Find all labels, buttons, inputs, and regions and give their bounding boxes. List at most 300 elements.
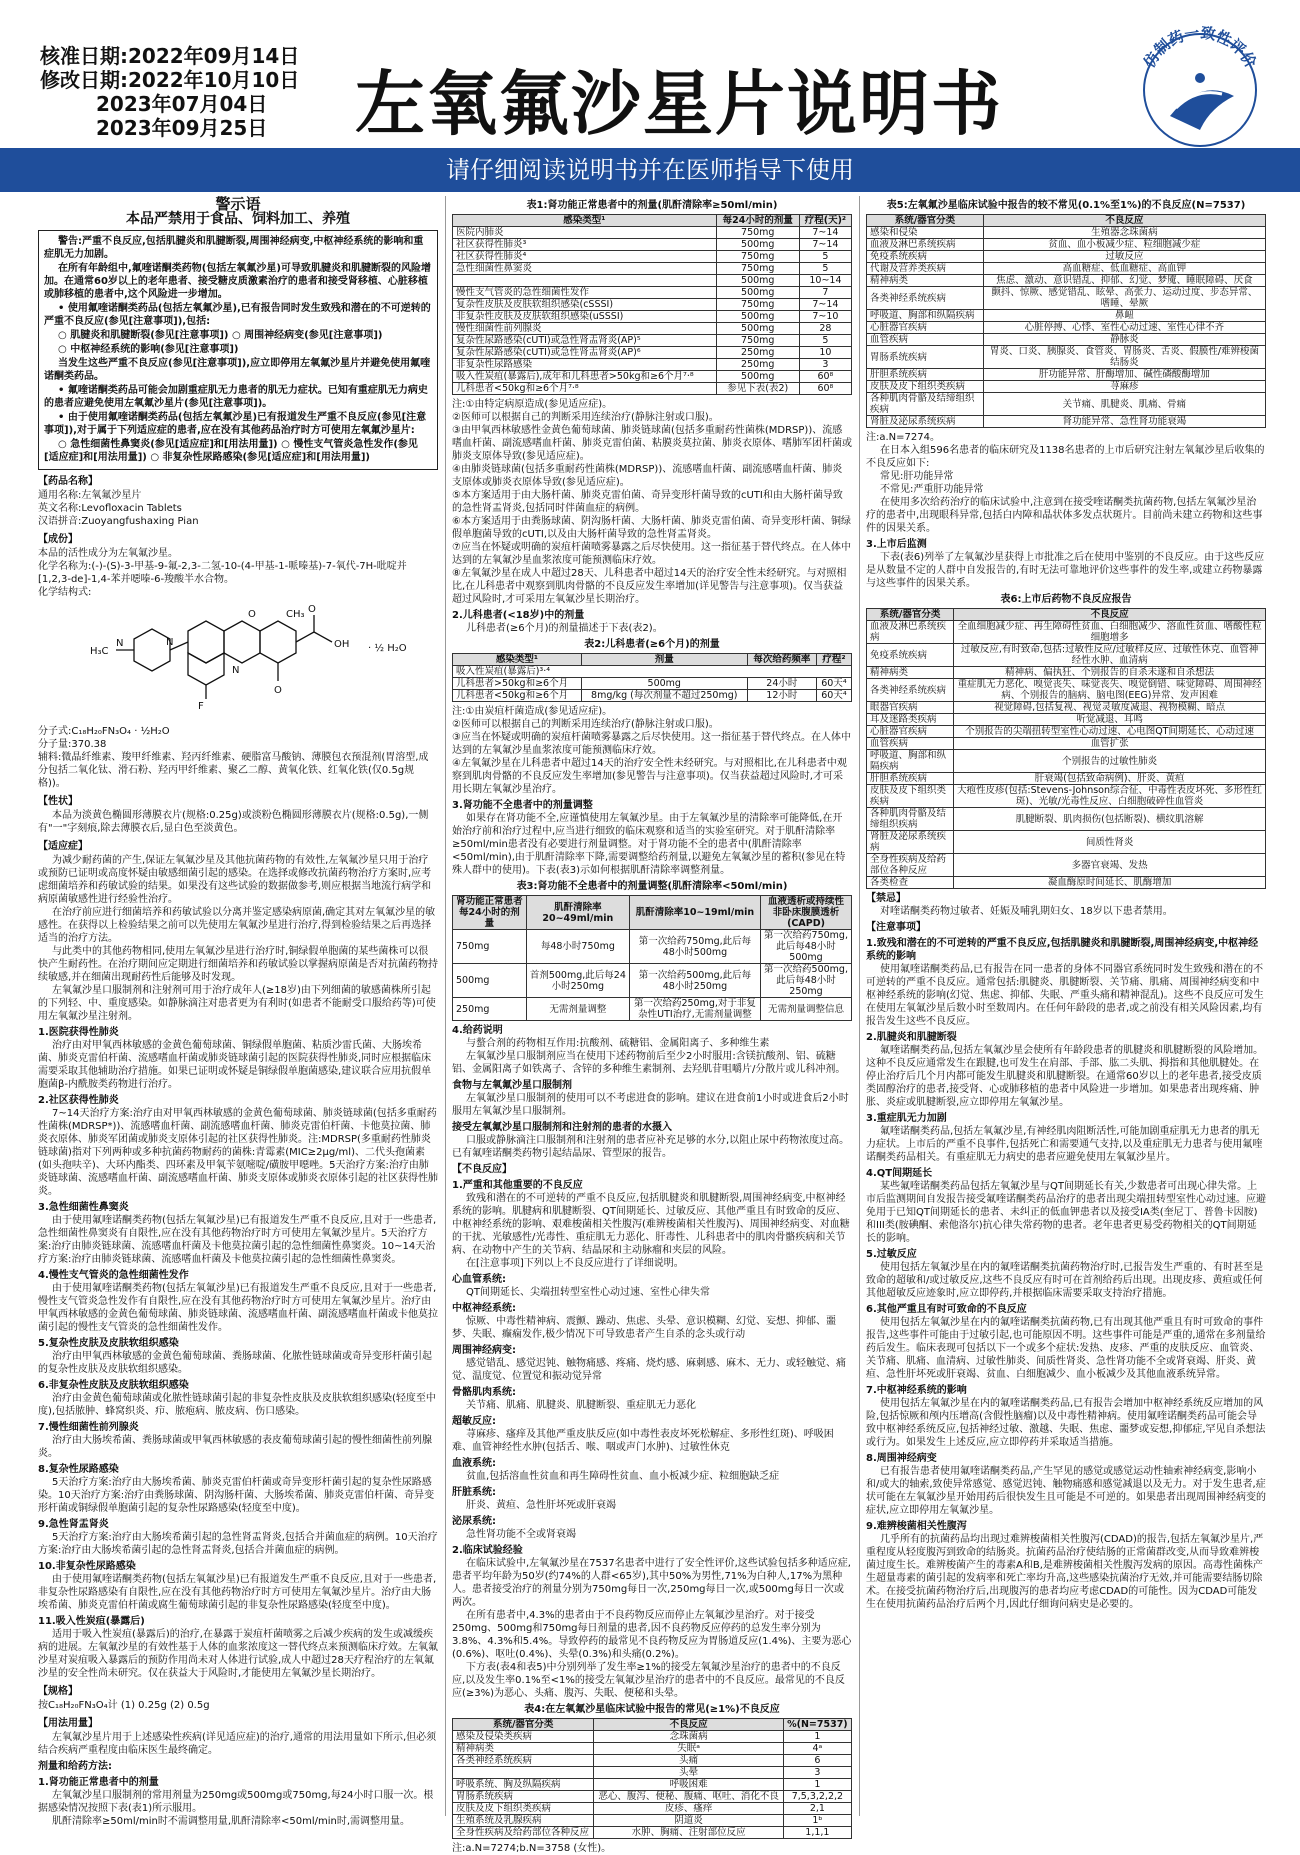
composition-block [38,547,438,599]
table-row [453,964,852,998]
table-notes [452,705,852,796]
paragraph: 使用包括左氧氟沙星在内的氟喹诺酮类抗菌药物,已有出现其他严重且有时可致命的事件报告,这些事件可能由于过敏引起,也可能原因不明。这些事件可能是严重的,通常在多剂量给药后发生。临床表现可包括以下一个或多个症状:发热、皮疹、严重的皮肤反应、血管炎、关节痛、肌痛、血清病、过敏性肺炎、间质性肾炎、急性肾功能不全或肾衰竭、肝炎、黄疸、急性肝坏死或肝衰竭、贫血、白细胞减少、血小板减少及其他血液系统异常。 [866,1317,1266,1380]
table-cell: 全身性疾病及给药部位各种反应 [867,854,954,877]
table-row [867,726,1266,738]
table-row [453,998,852,1021]
table-cell: 1ᵇ [783,1815,851,1827]
paragraph: 在临床试验中,左氧氟沙星在7537名患者中进行了安全性评价,这些试验包括多种适应症,患者平均年龄为50岁(约74%的人群<65岁),其中50%为男性,71%为白种人,17%为黑种人。患者接受治疗的剂量分别为750mg每日一次,250mg每日一次,或500mg每日一次或两次。 [452,1558,851,1608]
table-cell: 1 [783,1731,851,1743]
table-cell: 恶心、腹泻、便秘、腹痛、呕吐、消化不良 [594,1791,783,1803]
table-cell [453,1767,594,1779]
table-cell: 10~14 [799,275,851,287]
table-cell: 750mg [716,251,799,263]
table-row [867,275,1266,287]
table-cell: 3 [783,1767,851,1779]
svg-text:N: N [166,637,174,648]
table-note-line: ⑦应当在怀疑或明确的炭疽杆菌喷雾暴露之后尽快使用。这一指征基于替代终点。在人体中达到的左氧氟沙星血浆浓度可能预测临床疗效。 [452,542,851,566]
indication-text: 适用于吸入性炭疽(暴露后)的治疗,在暴露于炭疽杆菌喷雾之后减少疾病的发生或减缓疾病的进展。左氧氟沙星的有效性基于人体的血浆浓度这一替代终点来预测临床疗效。左氧氟沙星对炭疽吸入暴露后的预防作用尚未对人体进行试验,成人中超过28天疗程治疗的左氧氟沙星的安全性尚未研究。仅在获益大于风险时,才能使用左氧氟沙星长期治疗。 [38,1629,438,1679]
svg-text:OH: OH [334,639,350,650]
table-cell: 间质性肾炎 [954,831,1266,854]
table-note-line: 注:①由炭疽杆菌造成(参见适应症)。 [452,706,613,717]
table-row [453,1827,852,1839]
table-cell: 500mg [716,371,799,383]
table-cell: 肾功能异常、急性肾功能衰竭 [983,416,1265,428]
subsection-heading: 食物与左氧氟沙星口服制剂 [452,1080,572,1091]
table-cell: 全血细胞减少症、再生障碍性贫血、白细胞减少、溶血性贫血、嗜酸性粒细胞增多 [954,621,1266,644]
table-cell: 各类神经系统疾病 [867,287,984,310]
table-cell: 儿科患者<50kg和≥6个月⁷·⁸ [453,383,717,395]
table-cell: 吸入性炭疽(暴露后)³·⁴ [453,666,852,678]
subsection-heading: 超敏反应: [452,1416,496,1427]
warning-line: • 氟喹诺酮类药品可能会加剧重症肌无力患者的肌无力症状。已知有重症肌无力病史的患者应避免使用左氧氟沙星片(参见[注意事项])。 [44,385,428,409]
table-cell: 250mg [716,359,799,371]
table-cell: 慢性细菌性前列腺炎 [453,323,717,335]
paragraph: 关节痛、肌痛、肌腱炎、肌腱断裂、重症肌无力恶化 [466,1400,696,1411]
table-row [867,263,1266,275]
table-row [453,383,852,395]
table-cell: 7 [799,287,851,299]
table-row [867,251,1266,263]
table-header-cell: 肾功能正常患者每24小时的剂量 [453,896,527,930]
table-header-cell: 肌酐清除率10~19ml/min [629,896,760,930]
table-row [867,714,1266,726]
table-cell: 复杂性皮肤及皮肤软组织感染(cSSSI) [453,299,717,311]
table-note-line: ③由甲氧西林敏感性金黄色葡萄球菌、肺炎链球菌(包括多重耐药性菌株(MDRSP))、流感嗜血杆菌、副流感嗜血杆菌、肺炎克雷伯菌、粘膜炎莫拉菌、肺炎衣原体、嗜肺军团杆菌或肺炎支原体导致(参见适应症)。 [452,425,852,462]
subsection-heading: 2.儿科患者(<18岁)中的剂量 [452,610,585,621]
table-header-cell: 系统/器官分类 [867,215,984,227]
table-cell: 肝功能异常、肝酶增加、碱性磷酸酶增加 [983,369,1265,381]
table-cell: 各类神经系统疾病 [453,1755,594,1767]
indications-paragraph: 为减少耐药菌的产生,保证左氧氟沙星及其他抗菌药物的有效性,左氧氟沙星只用于治疗或预防已证明或高度怀疑由敏感细菌引起的感染。在选择或修改抗菌药物治疗方案时,应考虑细菌培养和药敏试验的结果。如果没有这些试验的数据做参考,则应根据当地流行病学和病原菌敏感性进行经验性治疗。 [38,855,432,905]
table-note-line: 注:①由特定病原造成(参见适应症)。 [452,399,613,410]
warning-line: • 由于使用氟喹诺酮类药品(包括左氧氟沙星)已有报道发生严重不良反应(参见[注意事项]),对于属于下列适应症的患者,应在没有其他药品治疗时方可使用左氧氟沙星片: [44,412,427,436]
table-cell [453,275,717,287]
paragraph: 在[注意事项]下列以上不良反应进行了详细说明。 [466,1258,684,1269]
subsection-heading: 4.给药说明 [452,1025,503,1036]
table-cell: 6 [783,1755,851,1767]
drug-name-line: 通用名称:左氧氟沙星片 [38,490,142,501]
table-header-cell: 感染类型¹ [453,215,717,227]
table-cell: 非复杂性皮肤及皮肤软组织感染(uSSSI) [453,311,717,323]
table-row [453,930,852,964]
paragraph: 贫血,包括溶血性贫血和再生障碍性贫血、血小板减少症、粒细胞缺乏症 [466,1471,780,1482]
table-cell: 呼吸困难 [594,1779,783,1791]
table-header-cell: 不良反应 [594,1719,783,1731]
table-row [453,263,852,275]
table-cell: 500mg [453,964,527,998]
table-cell: 感染和侵染 [867,227,984,239]
section-heading: 【规格】 [38,1686,78,1697]
table-cell: 儿科患者>50kg和≥6个月 [453,678,582,690]
warning-line: ○ 中枢神经系统的影响(参见[注意事项]) [58,344,239,355]
pediatric-text: 儿科患者(≥6个月)的剂量描述于下表(表2)。 [466,623,663,634]
subsection-heading: 6.其他严重且有时可致命的不良反应 [866,1304,1027,1315]
table-row [453,1755,852,1767]
indication-heading: 1.医院获得性肺炎 [38,1027,119,1038]
table-cell: 颤抖、惊厥、感觉错乱、眩晕、高张力、运动过度、步态异常、嗜睡、晕厥 [983,287,1265,310]
table-cell: 个别报告的过敏性肺炎 [954,750,1266,773]
table-cell: 1 [783,1779,851,1791]
usage-subheading: 1.肾功能正常患者中的剂量 [38,1777,159,1788]
table-cell: 失眠ᵃ [594,1743,783,1755]
table-cell: 水肿、胸痛、注射部位反应 [594,1827,783,1839]
renal-text: 如果存在肾功能不全,应谨慎使用左氧氟沙星。由于左氧氟沙星的清除率可能降低,在开始治疗前和治疗过程中,应当进行细致的临床观察和适当的实验室研究。对于肌酐清除率≥50ml/min患者没有必要进行剂量调整。对于肾功能不全的患者中(肌酐清除率<50ml/min),由于肌酐清除率下降,需要调整给药剂量,以避免左氧氟沙星的蓄积(参见在特殊人群中的使用)。下表(表3)示如何根据肌酐清除率调整剂量。 [452,813,846,876]
table-cell: 7~10 [799,311,851,323]
table-cell: 个别报告的尖端扭转型室性心动过速、心电图QT间期延长、心动过速 [954,726,1266,738]
paragraph: 急性肾功能不全或肾衰竭 [466,1529,576,1540]
table-cell: 精神病类 [867,275,984,287]
table-note-line: ④左氧氟沙星在儿科患者中超过14天的治疗安全性未经研究。与对照相比,在儿科患者中观察到肌肉骨骼的不良反应发生率增加(参见警告与注意事项)。仅当获益超过风险时,才可采用长期左氧氟沙星治疗。 [452,758,847,795]
table-cell: 慢性支气管炎的急性细菌性发作 [453,287,717,299]
composition-line: 化学结构式: [38,587,92,598]
table-row [867,310,1266,322]
paragraph: 几乎所有的抗菌药品均出现过难辨梭菌相关性腹泻(CDAD)的报告,包括左氧氟沙星片,严重程度从轻度腹泻到致命的结肠炎。抗菌药品治疗使结肠的正常菌群改变,从而导致难辨梭菌过度生长。难辨梭菌产生的毒素A和B,是难辨梭菌相关性腹泻发病的原因。高毒性菌株产生超量毒素的菌引起的发病率和死亡率均升高,这些感染抗菌治疗无效,并可能需要结肠切除术。在接受抗菌药物治疗后,出现腹泻的患者均应考虑CDAD的可能性。因为CDAD可能发生在使用抗菌药品治疗后两个月,因此仔细询问病史是必要的。 [866,1534,1264,1610]
table-cell: 社区获得性肺炎⁴ [453,251,717,263]
subsection-heading: 泌尿系统: [452,1516,496,1527]
table-cell: 生殖器念珠菌病 [983,227,1265,239]
chemical-structure-diagram [38,601,438,719]
table-cell: 500mg [716,275,799,287]
warning-title: 警示语 [215,195,261,213]
svg-text:CH₃: CH₃ [286,609,305,620]
indication-heading: 9.急性肾盂肾炎 [38,1519,109,1530]
section-heading: 【成份】 [38,534,78,545]
table-row [867,239,1266,251]
table-cell: 12小时 [747,690,816,702]
warning-subtitle: 本品严禁用于食品、饲料加工、养殖 [126,211,350,227]
subsection-heading: 中枢神经系统: [452,1303,516,1314]
table-cell: 高血糖症、低血糖症、高血钾 [983,263,1265,275]
approve-date-line [40,44,299,68]
table-cell: 60⁸ [799,371,851,383]
document-title: 左氧氟沙星片说明书 [355,63,1003,145]
table-cell: 皮肤及皮下组织类疾病 [453,1803,594,1815]
table-header-cell: 疗程(天)² [799,215,851,227]
column-1 [38,196,438,1828]
table-row [453,299,852,311]
molecular-formula: 分子式:C₁₈H₂₀FN₃O₄ · ½H₂O [38,726,170,737]
table-header-cell: %(N=7537) [783,1719,851,1731]
table-cell: 7~14 [799,299,851,311]
revise-date: 2022年10月10日 [128,68,300,92]
table-row [453,1803,852,1815]
warning-line: 警告:严重不良反应,包括肌腱炎和肌腱断裂,周围神经病变,中枢神经系统的影响和重症肌无力加剧。 [44,236,424,260]
logo-text: 仿制药一致性评价 [1140,23,1260,71]
table-note: 注:a.N=7274。 [866,432,940,443]
table-cell: 精神病类 [867,667,954,679]
table-cell: 第一次给药500mg,此后每48小时250mg [761,964,852,998]
table-cell: 第一次给药750mg,此后每48小时500mg [761,930,852,964]
table-row [867,381,1266,393]
table-row [453,371,852,383]
table-cell: 急性细菌性鼻窦炎 [453,263,717,275]
table-cell: 各类检查 [867,877,954,889]
column-3 [866,196,1266,1611]
indication-text: 治疗由大肠埃希菌、粪肠球菌或甲氧西林敏感的表皮葡萄球菌引起的慢性细菌性前列腺炎。 [38,1435,432,1459]
indication-text: 由于使用氟喹诺酮类药物(包括左氧氟沙星)已有报道发生严重不良反应,且对于一些患者,急性细菌性鼻窦炎有自限性,应在没有其他药物治疗时方可使用左氧氟沙星片。5天治疗方案:治疗由肺炎链球菌、流感嗜血杆菌及卡他莫拉菌引起的急性细菌性鼻窦炎。10~14天治疗方案:治疗由肺炎链球菌、流感嗜血杆菌及卡他莫拉菌引起的急性细菌性鼻窦炎。 [38,1215,437,1265]
table-row [453,287,852,299]
subsection-heading: 1.致残和潜在的不可逆转的严重不良反应,包括肌腱炎和肌腱断裂,周围神经病变,中枢神经系统的影响 [866,938,1259,962]
table-cell: 500mg [716,323,799,335]
indication-text: 5天治疗方案:治疗由大肠埃希菌、肺炎克雷伯杆菌或奇异变形杆菌引起的复杂性尿路感染。10天治疗方案:治疗由粪肠球菌、阴沟肠杆菌、大肠埃希菌、肺炎克雷伯杆菌、奇异变形杆菌或铜绿假单胞菌引起的复杂性尿路感染(轻度至中度)。 [38,1477,435,1514]
table-cell: 5 [799,263,851,275]
indication-heading: 7.慢性细菌性前列腺炎 [38,1422,139,1433]
table-row [453,239,852,251]
indication-text: 7~14天治疗方案:治疗由对甲氧西林敏感的金黄色葡萄球菌、肺炎链球菌(包括多重耐药性菌株(MDRSP*))、流感嗜血杆菌、副流感嗜血杆菌、肺炎克雷伯杆菌、卡他莫拉菌、肺炎衣原体、肺炎军团菌或肺炎支原体引起的社区获得性肺炎。注:MDRSP(多重耐药性肺炎链球菌)指对下列两种或多种抗菌药物耐药的菌株:青霉素(MIC≥2μg/ml)、二代头孢菌素(如头孢呋辛)、大环内酯类、四环素及甲氧苄氨嘧啶/磺胺甲噁唑。5天治疗方案:治疗由肺炎链球菌、流感嗜血杆菌、副流感嗜血杆菌、肺炎支原体或肺炎衣原体引起的社区获得性肺炎。 [38,1108,438,1197]
precautions-block [866,892,1266,1611]
table-cell: 凝血酶原时间延长、肌酶增加 [954,877,1266,889]
table-cell: 肝胆系统疾病 [867,773,954,785]
table-row [867,750,1266,773]
approve-date: 2022年09月14日 [128,44,300,68]
table-row [453,251,852,263]
table-cell: 各种肌肉骨骼及结缔组织疾病 [867,808,954,831]
table-header-row [453,215,852,227]
adverse-reactions-block [452,1024,852,1700]
table-row [453,335,852,347]
table-cell: 750mg [716,227,799,239]
paragraph: 不常见:严重肝功能异常 [880,484,984,495]
drug-name-line: 汉语拼音:Zuoyangfushaxing Pian [38,516,199,527]
paragraph: 对喹诺酮类药物过敏者、妊娠及哺乳期妇女、18岁以下患者禁用。 [880,906,1173,917]
table-row [867,334,1266,346]
indication-heading: 3.急性细菌性鼻窦炎 [38,1202,129,1213]
table-cell: 500mg [716,311,799,323]
paragraph: 使用包括左氧氟沙星在内的氟喹诺酮类抗菌药物治疗时,已报告发生严重的、有时甚至是致命的超敏和/或过敏反应,这些不良反应有时可在首剂给药后出现。出现皮疹、黄疸或任何其他超敏反应迹象时,应立即停药,并根据临床需要采取支持治疗措施。 [866,1262,1264,1299]
revise-date: 2023年07月04日 [96,92,268,116]
table-cell: 750mg [453,930,527,964]
table-row [453,347,852,359]
table-cell: 500mg [581,678,747,690]
table-row [867,227,1266,239]
table-cell: 28 [799,323,851,335]
table-row [867,702,1266,714]
table-cell: 7~14 [799,227,851,239]
subsection-heading: 2.临床试验经验 [452,1545,523,1556]
warning-line: 在所有年龄组中,氟喹诺酮类药物(包括左氧氟沙星)可导致肌腱炎和肌腱断裂的风险增加。在通常60岁以上的老年患者、接受糖皮质激素治疗的患者和接受肾移植、心脏移植或肺移植的患者中,这个风险进一步增加。 [44,263,431,300]
warning-line: 当发生这些严重不良反应(参见[注意事项]),应立即停用左氧氟沙星片并避免使用氟喹诺酮类药品。 [44,358,431,382]
column-2 [452,196,852,1855]
section-heading: 【药品名称】 [38,476,98,487]
paragraph: 在日本入组596名患者的临床研究及1138名患者的上市后研究注射左氧氟沙星后收集的不良反应如下: [866,445,1265,469]
table-cell: 多器官衰竭、发热 [954,854,1266,877]
table-cell: 750mg [716,263,799,275]
table-cell: 过敏反应 [983,251,1265,263]
table-cell: 头痛 [594,1755,783,1767]
table-note: 注:a.N=7274;b.N=3758 (女性)。 [452,1843,612,1854]
table-caption: 表2:儿科患者(≥6个月)的剂量 [584,639,720,650]
table-cell: 250mg [453,998,527,1021]
table-cell: 各类神经系统疾病 [867,679,954,702]
subsection-heading: 5.过敏反应 [866,1249,917,1260]
paragraph: 肝炎、黄疸、急性肝坏死或肝衰竭 [466,1500,616,1511]
paragraph: 使用氟喹诺酮类药品,已有报告在同一患者的身体不同器官系统同时发生致残和潜在的不可逆转的严重不良反应。通常包括:肌腱炎、肌腱断裂、关节痛、肌痛、周围神经病变和中枢神经系统的影响(幻觉、焦虑、抑郁、失眠、严重头痛和精神混乱)。这些不良反应可发生在使用左氧氟沙星后数小时至数周内。在任何年龄段的患者,或之前没有相关风险因素,均有报告发生这些不良反应。 [866,964,1264,1027]
table-cell: 血管扩张 [954,738,1266,750]
svg-text:O: O [274,685,282,696]
table-cell: 吸入性炭疽(暴露后),成年和儿科患者>50kg和≥6个月⁷·⁸ [453,371,717,383]
characteristics-text: 本品为淡黄色椭圆形薄膜衣片(规格:0.25g)或淡粉色椭圆形薄膜衣片(规格:0.5g),一侧有"一"字刻痕,除去薄膜衣后,显白色至淡黄色。 [38,810,429,834]
table-cell: 5 [799,251,851,263]
table-row [453,311,852,323]
pediatric-dosage-table [452,653,852,702]
composition-line: 本品的活性成分为左氧氟沙星。 [38,548,178,559]
table-cell: 60⁸ [799,383,851,395]
table-cell: 4ᵃ [783,1743,851,1755]
table-row [453,227,852,239]
table-cell: 第一次给药750mg,此后每48小时500mg [629,930,760,964]
paragraph: 口服或静脉滴注口服制剂和注射剂的患者应补充足够的水分,以阻止尿中药物浓度过高。已有氟喹诺酮类药物引起结晶尿、管型尿的报告。 [452,1135,850,1159]
table-note-line: ③应当在怀疑或明确的炭疽杆菌喷雾暴露之后尽快使用。这一指征基于替代终点。在人体中达到的左氧氟沙星血浆浓度可能预测临床疗效。 [452,732,851,756]
table-cell: 心脏停搏、心悸、室性心动过速、室性心律不齐 [983,322,1265,334]
indication-text: 治疗由甲氧西林敏感的金黄色葡萄球菌、粪肠球菌、化脓性链球菌或奇异变形杆菌引起的复杂性皮肤及皮肤软组织感染。 [38,1351,432,1375]
table-row [867,785,1266,808]
table-cell: 血液及淋巴系统疾病 [867,239,984,251]
table-caption: 表4:在左氧氟沙星临床试验中报告的常见(≥1%)不良反应 [524,1704,780,1715]
table-cell: 2,1 [783,1803,851,1815]
table-cell: 胃肠系统疾病 [867,346,984,369]
table-row [867,854,1266,877]
table-cell: 第一次给药250mg,对于非复杂性UTI治疗,无需剂量调整 [629,998,760,1021]
subsection-heading: 【禁忌】 [866,893,906,904]
table-cell: 感染及侵染类疾病 [453,1731,594,1743]
table-header-cell: 每次给药频率 [747,654,816,666]
table-cell: 大疱性皮疹(包括:Stevens-Johnson综合征、中毒性表皮坏死、多形性红斑)、光敏/光毒性反应、白细胞破碎性血管炎 [954,785,1266,808]
paragraph: 荨麻疹、瘙痒及其他严重皮肤反应(如中毒性表皮坏死松解症、多形性红斑)、呼吸困难、血管神经性水肿(包括舌、喉、咽或声门水肿)、过敏性休克 [452,1429,834,1453]
table-row [867,644,1266,667]
indications-paragraph: 左氧氟沙星口服制剂和注射剂可用于治疗成年人(≥18岁)由下列细菌的敏感菌株所引起的下列轻、中、重度感染。如静脉滴注对患者更为有利时(如患者不能耐受口服给药等)可使用左氧氟沙星注射剂。 [38,985,436,1022]
table-cell: 血管疾病 [867,334,984,346]
subsection-heading: 骨骼肌肉系统: [452,1387,516,1398]
table-cell: 听觉减退、耳鸣 [954,714,1266,726]
table-cell: 皮肤及皮下组织类疾病 [867,785,954,808]
table-cell: 呼吸系统、胸及纵隔疾病 [453,1779,594,1791]
header-dates [40,44,299,140]
table-cell: 代谢及营养类疾病 [867,263,984,275]
indication-heading: 10.非复杂性尿路感染 [38,1561,136,1572]
subsection-heading: 【不良反应】 [452,1164,512,1175]
table-cell: 1,1,1 [783,1827,851,1839]
table-row [867,667,1266,679]
subsection-heading: 4.QT间期延长 [866,1168,933,1179]
table-row [453,359,852,371]
table-row [867,416,1266,428]
table-cell: 无需剂量调整信息 [761,998,852,1021]
table-row [453,1731,852,1743]
paragraph: 常见:肝功能异常 [880,471,954,482]
table-header-row [453,654,852,666]
table-cell: 静脉炎 [983,334,1265,346]
paragraph: 已有报告患者使用氟喹诺酮类药品,产生罕见的感觉或感觉运动性轴索神经病变,影响小和/或大的轴索,致使异常感觉、感觉迟钝、触物痛感和感觉减退以及无力。对于发生患者,症状可能在左氧氟沙星开始用药后很快发生且可能是不可逆的。如果患者出现周围神经病变的症状,应立即停用左氧氟沙星。 [866,1466,1266,1516]
table-header-cell: 系统/器官分类 [867,609,954,621]
table-cell: 耳及迷路类疾病 [867,714,954,726]
table-row [867,808,1266,831]
table-cell: 眼器官疾病 [867,702,954,714]
table-cell: 过敏反应,有时致命,包括:过敏性反应/过敏样反应、过敏性休克、血管神经性水肿、血清病 [954,644,1266,667]
warning-line: ○ 急性细菌性鼻窦炎(参见[适应症]和[用法用量]) ○ 慢性支气管炎急性发作(参见[适应症]和[用法用量]) ○ 非复杂性尿路感染(参见[适应症]和[用法用量]) [44,439,418,463]
table-cell: 肾脏及泌尿系统疾病 [867,416,984,428]
paragraph: 下方表(表4和表5)中分别列举了发生率≥1%的接受左氧氟沙星治疗的患者中的不良反应,以及发生率0.1%至<1%的接受左氧氟沙星治疗的患者中的不良反应。最常见的不良反应(≥3%)为恶心、头痛、腹泻、失眠、便秘和头晕。 [452,1662,845,1699]
table-row [453,1767,852,1779]
table-row [867,738,1266,750]
table-header-cell: 每24小时的剂量 [716,215,799,227]
indication-heading: 2.社区获得性肺炎 [38,1095,119,1106]
svg-text:N: N [116,638,124,649]
indications-paragraph: 在治疗前应进行细菌培养和药敏试验以分离并鉴定感染病原菌,确定其对左氧氟沙星的敏感性。在获得以上检验结果之前可以先使用左氧氟沙星进行治疗,得到检验结果之后再选择适当的治疗方法。 [38,907,436,944]
section-heading: 【性状】 [38,796,78,807]
molecular-weight: 分子量:370.38 [38,739,107,750]
table-note-line: ⑧左氧氟沙星在成人中超过28天、儿科患者中超过14天的治疗安全性未经研究。与对照相比,在儿科患者中观察到肌肉骨骼的不良反应发生率增加(详见警告与注意事项)。仅当获益超过风险时,才可采用左氧氟沙星长期治疗。 [452,568,847,605]
table-note-line: ⑤本方案适用于由大肠杆菌、肺炎克雷伯菌、奇异变形杆菌导致的cUTI和由大肠杆菌导致的急性肾盂肾炎,包括同时伴菌血症的病例。 [452,490,843,514]
subsection-heading: 心血管系统: [452,1274,506,1285]
table-row [867,773,1266,785]
table-header-row [867,609,1266,621]
drug-name-block [38,489,438,528]
paragraph: 左氧氟沙星口服制剂应当在使用下述药物前后至少2小时服用:含镁抗酸剂、铝、硫糖铝、金属阳离子如铁离子、含锌的多种维生素制剂、去羟肌苷咀嚼片/分散片或儿科冲剂。 [452,1051,846,1075]
table-cell: 肌腱断裂、肌肉损伤(包括断裂)、横纹肌溶解 [954,808,1266,831]
subsection-heading: 9.难辨梭菌相关性腹泻 [866,1521,967,1532]
table-cell: 免疫系统疾病 [867,251,984,263]
table-cell: 免疫系统疾病 [867,644,954,667]
usage-text: 肌酐清除率≥50ml/min时不需调整用量,肌酐清除率<50ml/min时,需调整用量。 [52,1816,411,1827]
usage-text: 左氧氟沙星片用于上述感染性疾病(详见适应症)的治疗,通常的用法用量如下所示,但必须结合疾病严重程度由临床医生最终确定。 [38,1732,437,1756]
table-row [867,322,1266,334]
table-row [867,877,1266,889]
table-row [867,393,1266,416]
table-cell: 呼吸道、胸部和纵隔疾病 [867,310,984,322]
svg-text:H₃C: H₃C [90,646,109,657]
table-header-cell: 剂量 [581,654,747,666]
table-cell: 血管疾病 [867,738,954,750]
table-caption: 表1:肾功能正常患者中的剂量(肌酐清除率≥50ml/min) [526,200,778,211]
revise-date: 2023年09月25日 [96,116,268,140]
table-cell: 无需剂量调整 [526,998,629,1021]
table-header-cell: 系统/器官分类 [453,1719,594,1731]
indications-text [38,854,438,1023]
table-note-line: ⑥本方案适用于由粪肠球菌、阴沟肠杆菌、大肠杆菌、肺炎克雷伯菌、奇异变形杆菌、铜绿假单胞菌导致的cUTI,以及由大肠杆菌导致的急性肾盂肾炎。 [452,516,851,540]
paragraph: 与螯合剂的药物相互作用:抗酸剂、硫糖铝、金属阳离子、多种维生素 [466,1038,770,1049]
indication-heading: 5.复杂性皮肤及皮肤软组织感染 [38,1338,179,1349]
paragraph: 致残和潜在的不可逆转的严重不良反应,包括肌腱炎和肌腱断裂,周围神经病变,中枢神经系统的影响。肌腱病和肌腱断裂、QT间期延长、过敏反应、其他严重且有时致命的反应、中枢神经系统的影响、艰难梭菌相关性腹泻(难辨梭菌相关性腹泻)、周围神经病变、对血糖的干扰、光敏感性/光毒性、重症肌无力恶化、肝毒性、儿科患者中的肌肉骨骼疾病和关节病、在动物中产生的关节病、结晶尿和主动脉瘤和夹层的风险。 [452,1193,850,1256]
subsection-heading: 1.严重和其他重要的不良反应 [452,1180,583,1191]
subsection-heading: 3.重症肌无力加剧 [866,1113,947,1124]
table-cell: 视觉障碍,包括复视、视觉灵敏度减退、视物模糊、暗点 [954,702,1266,714]
table-cell: 关节痛、肌腱炎、肌痛、骨痛 [983,393,1265,416]
indication-text: 由于使用氟喹诺酮类药物(包括左氧氟沙星)已有报道发生严重不良反应,且对于一些患者,非复杂性尿路感染有自限性,应在没有其他药物治疗时方可使用左氧氟沙星片。治疗由大肠埃希菌、肺炎克雷伯杆菌或腐生葡萄球菌引起的非复杂性尿路感染(轻度至中度)。 [38,1574,437,1611]
indication-heading: 11.吸入性炭疽(暴露后) [38,1616,145,1627]
table-row [453,1815,852,1827]
table-note-line: ④由肺炎链球菌(包括多重耐药性菌株(MDRSP))、流感嗜血杆菌、副流感嗜血杆菌、肺炎支原体或肺炎衣原体导致(参见适应症)。 [452,464,843,488]
table-cell: 7,5,3,2,2,2 [783,1791,851,1803]
table-cell: 7~14 [799,239,851,251]
table-cell: 皮疹、瘙痒 [594,1803,783,1815]
table-header-row [453,1719,852,1731]
table-cell: 8mg/kg (每次剂量不超过250mg) [581,690,747,702]
table-caption: 表5:左氧氟沙星临床试验中报告的较不常见(0.1%至1%)的不良反应(N=7537) [886,200,1246,211]
subsection-heading: 8.周围神经病变 [866,1453,937,1464]
uncommon-adverse-reactions-table [866,214,1266,428]
table-row [867,369,1266,381]
table-cell: 头晕 [594,1767,783,1779]
paragraph: 氟喹诺酮类药品,包括左氧氟沙星,有神经肌肉阻断活性,可能加剧重症肌无力患者的肌无力症状。上市后的严重不良事件,包括死亡和需要通气支持,以及重症肌无力患者与使用氟喹诺酮类药品相关。有重症肌无力病史的患者应避免使用左氧氟沙星片。 [866,1126,1263,1163]
table-caption: 表6:上市后药物不良反应报告 [1000,594,1132,605]
table-cell: 荨麻疹 [983,381,1265,393]
paragraph: QT间期延长、尖端扭转型室性心动过速、室性心律失常 [466,1287,710,1298]
table-cell: 肝胆系统疾病 [867,369,984,381]
table-row [453,1791,852,1803]
table-row [453,323,852,335]
table-note-line: ②医师可以根据自己的判断采用连续治疗(静脉注射或口服)。 [452,719,719,730]
table-row [453,275,852,287]
